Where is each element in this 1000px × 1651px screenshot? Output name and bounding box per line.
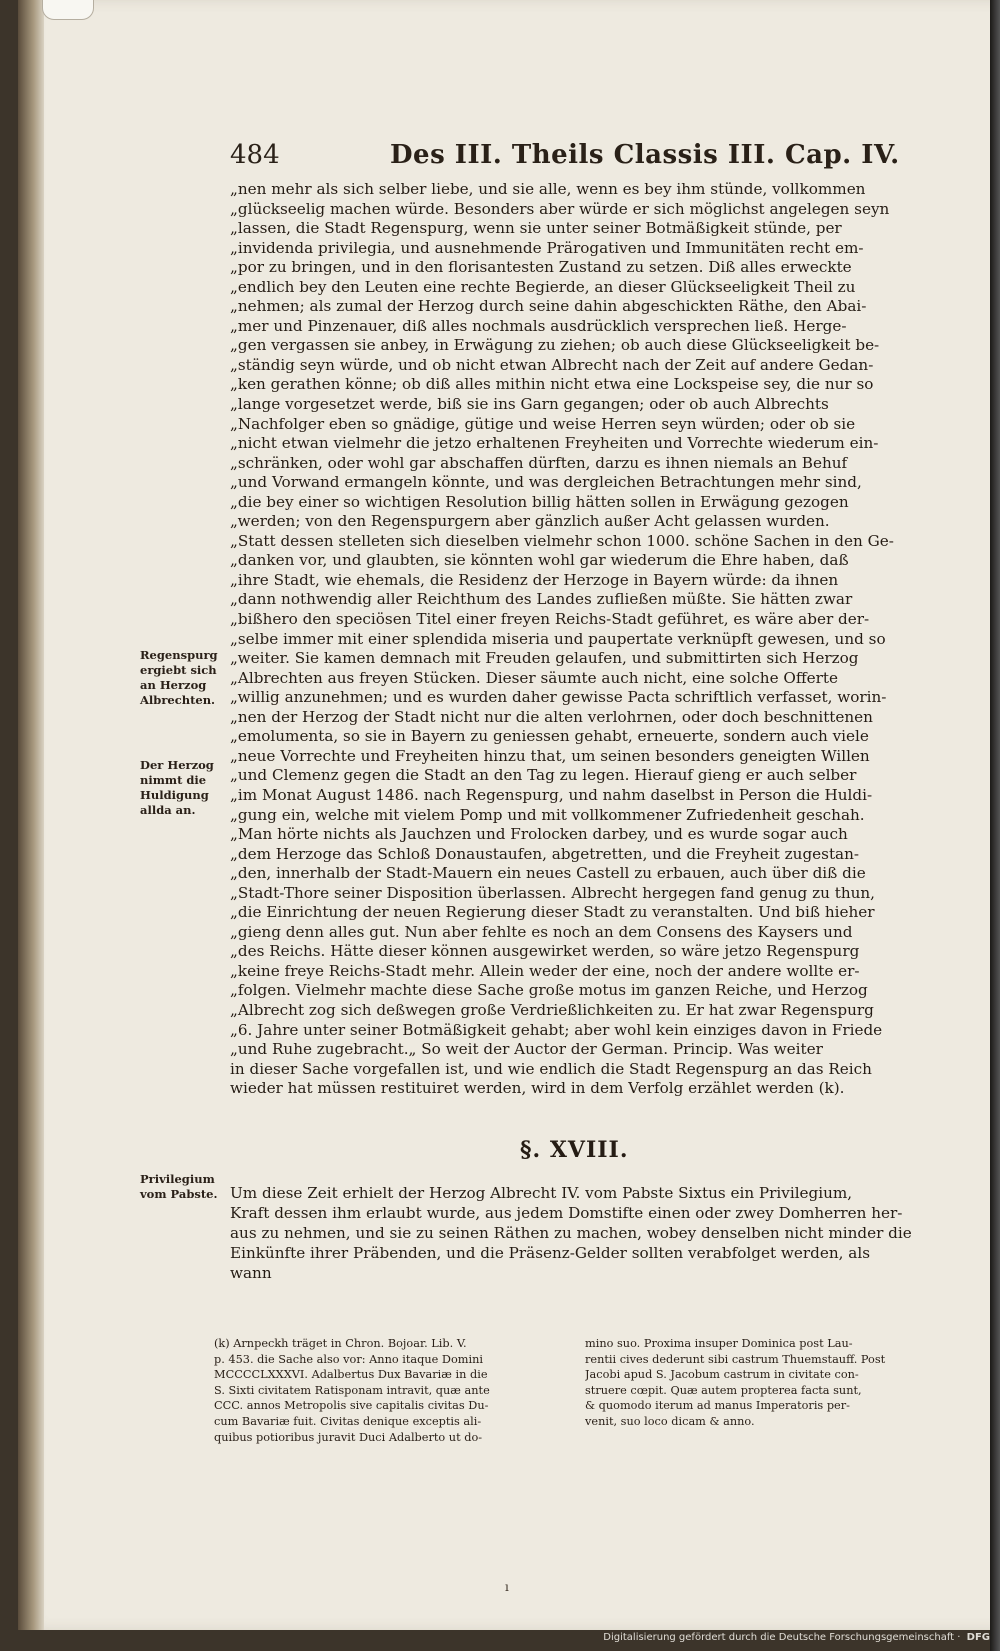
section-line: aus zu nehmen, und sie zu seinen Räthen zu machen, wobey denselben nicht minder die: [230, 1224, 912, 1242]
body-line: „nen mehr als sich selber liebe, und sie alle, wenn es bey ihm stünde, vollkommen: [230, 180, 866, 198]
body-line: „keine freye Reichs-Stadt mehr. Allein weder der eine, noch der andere wollte er-: [230, 961, 860, 980]
footnote-line: Jacobi apud S. Jacobum castrum in civitate con-: [585, 1368, 859, 1382]
section-line: wann: [230, 1264, 272, 1282]
body-line: „folgen. Vielmehr machte diese Sache große motus im ganzen Reiche, und Herzog: [230, 981, 868, 1000]
body-line: „und Vorwand ermangeln könnte, und was dergleichen Betrachtungen mehr sind,: [230, 473, 862, 492]
body-line: „ken gerathen könne; ob diß alles mithin nicht etwa eine Lockspeise sey, die nur so: [230, 375, 874, 394]
body-line: „lassen, die Stadt Regenspurg, wenn sie unter seiner Botmäßigkeit stünde, per: [230, 219, 842, 238]
body-line: „ihre Stadt, wie ehemals, die Residenz der Herzoge in Bayern würde: da ihnen: [230, 570, 839, 589]
credit-text: Digitalisierung gefördert durch die Deutsche Forschungsgemeinschaft ·: [603, 1632, 961, 1643]
body-line: „des Reichs. Hätte dieser können ausgewirket werden, so wäre jetzo Regenspurg: [230, 942, 860, 961]
body-line: in dieser Sache vorgefallen ist, und wie endlich die Stadt Regenspurg an das Reich: [230, 1059, 872, 1078]
body-line: „invidenda privilegia, und ausnehmende Prärogativen und Immunitäten recht em-: [230, 238, 864, 257]
running-head: Des III. Theils Classis III. Cap. IV.: [390, 140, 900, 170]
body-line: „Statt dessen stelleten sich dieselben vielmehr schon 1000. schöne Sachen in den Ge-: [230, 531, 894, 550]
body-line: „bißhero den speciösen Titel einer freyen Reichs-Stadt geführet, es wäre aber der-: [230, 610, 870, 629]
margin-note-line: Regenspurg: [140, 648, 218, 662]
body-line: „glückseelig machen würde. Besonders aber würde er sich möglichst angelegen seyn: [230, 199, 890, 218]
footnote-line: cum Bavariæ fuit. Civitas denique exceptis ali-: [214, 1414, 482, 1428]
body-line: „schränken, oder wohl gar abschaffen dürften, darzu es ihnen niemals an Behuf: [230, 453, 848, 472]
body-line: „emolumenta, so sie in Bayern zu geniessen gehabt, erneuerte, sondern auch viele: [230, 727, 869, 746]
section-line: Einkünfte ihrer Präbenden, und die Präsenz-Gelder sollten verabfolget werden, als: [230, 1244, 871, 1262]
margin-note-line: Huldigung: [140, 788, 209, 802]
body-line: „die bey einer so wichtigen Resolution billig hätten sollen in Erwägung gezogen: [230, 492, 849, 511]
body-line: „und Clemenz gegen die Stadt an den Tag zu legen. Hierauf gieng er auch selber: [230, 766, 857, 785]
body-line: „willig anzunehmen; und es wurden daher gewisse Pacta schriftlich verfasset, worin-: [230, 688, 887, 707]
margin-note-line: Albrechten.: [140, 693, 216, 707]
body-line: „lange vorgesetzet werde, biß sie ins Garn gegangen; oder ob auch Albrechts: [230, 395, 829, 414]
footnote-line: venit, suo loco dicam & anno.: [585, 1414, 755, 1428]
footnote-line: rentii cives dederunt sibi castrum Thuemstauff. Post: [585, 1352, 886, 1366]
body-line: „por zu bringen, und in den florisantesten Zustand zu setzen. Diß alles erweckte: [230, 258, 852, 277]
page-header: [230, 140, 920, 176]
body-line: „Nachfolger eben so gnädige, gütige und weise Herren seyn würden; oder ob sie: [230, 414, 856, 433]
page-number: 484: [230, 140, 280, 170]
body-line: „nen der Herzog der Stadt nicht nur die alten verlohrnen, oder doch beschnittenen: [230, 707, 873, 726]
digitization-credit: [600, 1632, 990, 1648]
footnote-right-column: [585, 1336, 935, 1430]
body-line: wieder hat müssen restituiret werden, wird in dem Verfolg erzählet werden (k).: [230, 1079, 845, 1098]
body-line: „6. Jahre unter seiner Botmäßigkeit gehabt; aber wohl kein einziges davon in Friede: [230, 1020, 883, 1039]
margin-note-regenspurg: [140, 648, 224, 708]
body-line: „neue Vorrechte und Freyheiten hinzu that, um seinen besonders geneigten Willen: [230, 746, 870, 765]
footnote-line: (k) Arnpeckh träget in Chron. Bojoar. Lib. V.: [214, 1337, 467, 1350]
body-line: „und Ruhe zugebracht.„ So weit der Auctor der German. Princip. Was weiter: [230, 1040, 823, 1059]
body-line: „im Monat August 1486. nach Regenspurg, und nahm daselbst in Person die Huldi-: [230, 785, 873, 804]
body-line: „danken vor, und glaubten, sie könnten wohl gar wiederum die Ehre haben, daß: [230, 551, 849, 570]
section-line: Kraft dessen ihm erlaubt wurde, aus jedem Domstifte einen oder zwey Domherren her-: [230, 1204, 903, 1222]
footnote-line: quibus potioribus juravit Duci Adalberto ut do-: [214, 1430, 483, 1444]
body-line: „mer und Pinzenauer, diß alles nochmals ausdrücklich versprechen ließ. Herge-: [230, 316, 847, 335]
body-line: „den, innerhalb der Stadt-Mauern ein neues Castell zu erbauen, auch über diß die: [230, 864, 866, 883]
body-line: „Stadt-Thore seiner Disposition überlassen. Albrecht hergegen fand genug zu thun,: [230, 883, 875, 902]
footnote-line: S. Sixti civitatem Ratisponam intravit, quæ ante: [214, 1383, 490, 1397]
body-line: „Man hörte nichts als Jauchzen und Frolocken darbey, und es wurde sogar auch: [230, 825, 848, 844]
body-line: „gen vergassen sie anbey, in Erwägung zu ziehen; ob auch diese Glückseeligkeit be-: [230, 336, 880, 355]
body-line: „die Einrichtung der neuen Regierung dieser Stadt zu veranstalten. Und biß hieher: [230, 903, 875, 922]
body-line: „nehmen; als zumal der Herzog durch seine dahin abgeschickten Räthe, den Abai-: [230, 297, 867, 316]
footnote-left-column: [214, 1336, 569, 1445]
margin-note-privilegium: [140, 1172, 224, 1202]
page-clip-tab: [42, 0, 94, 20]
body-line: „ständig seyn würde, und ob nicht etwan Albrecht nach der Zeit auf andere Gedan-: [230, 355, 874, 374]
margin-note-line: vom Pabste.: [140, 1187, 218, 1201]
body-line: „nicht etwan vielmehr die jetzo erhaltenen Freyheiten und Vorrechte wiederum ein-: [230, 434, 879, 453]
book-gutter: [18, 0, 44, 1630]
footnote-line: struere cœpit. Quæ autem propterea facta sunt,: [585, 1383, 862, 1397]
body-line: „gieng denn alles gut. Nun aber fehlte es noch an dem Consens des Kaysers und: [230, 922, 853, 941]
footnote-line: CCC. annos Metropolis sive capitalis civitas Du-: [214, 1399, 489, 1413]
margin-note-line: Privilegium: [140, 1172, 215, 1186]
section-heading: §. XVIII.: [520, 1137, 629, 1163]
margin-note-line: ergiebt sich: [140, 663, 217, 677]
section-text: [230, 1183, 930, 1283]
margin-note-huldigung: [140, 758, 224, 818]
dfg-logo: DFG: [966, 1632, 990, 1643]
footnote-line: mino suo. Proxima insuper Dominica post Lau-: [585, 1337, 853, 1350]
body-line: „weiter. Sie kamen demnach mit Freuden gelaufen, und submittirten sich Herzog: [230, 649, 859, 668]
right-edge-shadow: [990, 0, 1000, 1651]
footnote-line: MCCCCLXXXVI. Adalbertus Dux Bavariæ in die: [214, 1368, 488, 1382]
margin-note-line: nimmt die: [140, 773, 207, 787]
body-line: „selbe immer mit einer splendida miseria und paupertate verknüpft gewesen, und so: [230, 629, 886, 648]
body-line: „Albrechten aus freyen Stücken. Dieser säumte auch nicht, eine solche Offerte: [230, 668, 838, 687]
stray-mark: ı: [505, 1580, 509, 1594]
margin-note-line: allda an.: [140, 803, 196, 817]
body-line: „dem Herzoge das Schloß Donaustaufen, abgetretten, und die Freyheit zugestan-: [230, 844, 860, 863]
body-line: „dann nothwendig aller Reichthum des Landes zufließen müßte. Sie hätten zwar: [230, 590, 853, 609]
body-text: [230, 180, 930, 1099]
footnote-line: & quomodo iterum ad manus Imperatoris per-: [585, 1399, 850, 1413]
footnote-line: p. 453. die Sache also vor: Anno itaque Domini: [214, 1352, 483, 1366]
body-line: „werden; von den Regenspurgern aber gänzlich außer Acht gelassen wurden.: [230, 512, 830, 531]
body-line: „endlich bey den Leuten eine rechte Begierde, an dieser Glückseeligkeit Theil zu: [230, 277, 856, 296]
body-line: „gung ein, welche mit vielem Pomp und mit vollkommener Zufriedenheit geschah.: [230, 805, 865, 824]
section-line: Um diese Zeit erhielt der Herzog Albrecht IV. vom Pabste Sixtus ein Privilegium,: [230, 1184, 853, 1202]
margin-note-line: Der Herzog: [140, 758, 214, 772]
margin-note-line: an Herzog: [140, 678, 207, 692]
body-line: „Albrecht zog sich deßwegen große Verdrießlichkeiten zu. Er hat zwar Regenspurg: [230, 1000, 874, 1019]
